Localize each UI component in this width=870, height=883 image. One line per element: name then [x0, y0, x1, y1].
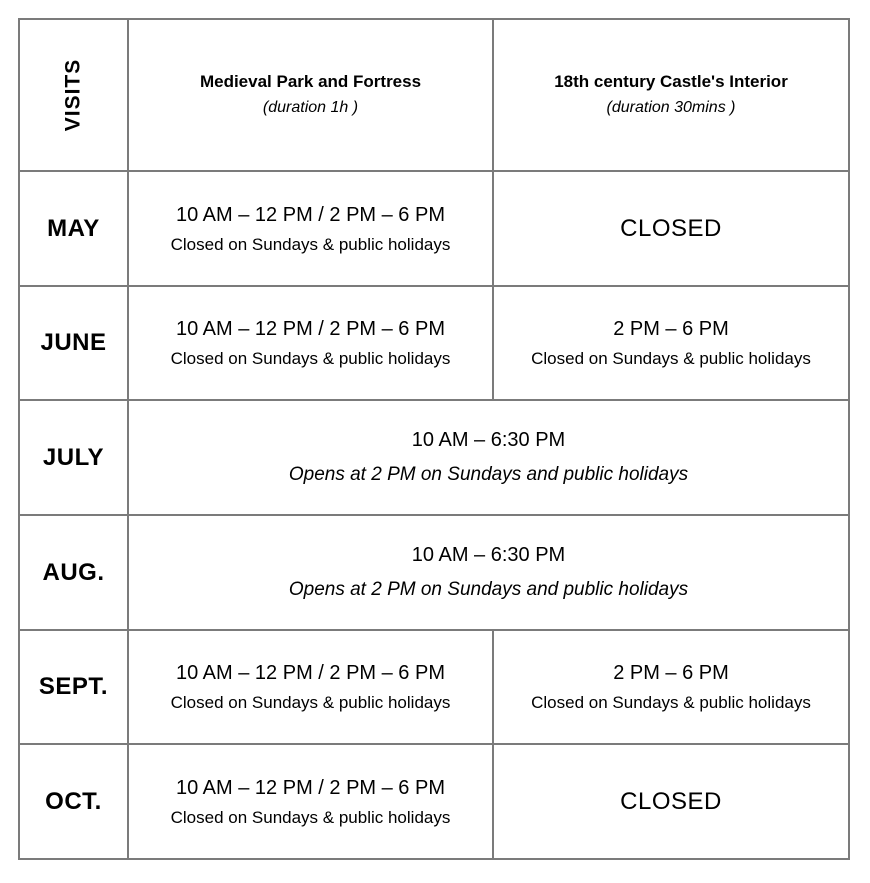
- hours-text: 10 AM – 12 PM / 2 PM – 6 PM: [175, 776, 445, 799]
- visits-corner-cell: [19, 19, 128, 171]
- month-row-oct: [19, 744, 849, 859]
- schedule-cell: [128, 744, 493, 859]
- schedule-cell-merged: [128, 400, 849, 515]
- closed-note: Closed on Sundays & public holidays: [170, 807, 451, 827]
- fortress-title: Medieval Park and Fortress: [199, 72, 422, 92]
- schedule-cell: [128, 171, 493, 286]
- opens-note: Opens at 2 PM on Sundays and public holidays: [288, 579, 689, 601]
- month-row-sept: [19, 630, 849, 744]
- closed-note: Closed on Sundays & public holidays: [531, 693, 811, 713]
- closed-note: Closed on Sundays & public holidays: [170, 349, 451, 369]
- schedule-cell: [128, 286, 493, 400]
- month-cell: OCT.: [19, 744, 128, 859]
- schedule-cell: [493, 630, 849, 744]
- visiting-hours-table: [18, 18, 850, 860]
- opens-note: Opens at 2 PM on Sundays and public holidays: [288, 464, 689, 486]
- schedule-cell: [493, 744, 849, 859]
- closed-note: Closed on Sundays & public holidays: [170, 234, 451, 254]
- month-cell: AUG.: [19, 515, 128, 630]
- schedule-cell: [128, 630, 493, 744]
- month-cell: JUNE: [19, 286, 128, 400]
- header-row: [19, 19, 849, 171]
- hours-text: 10 AM – 6:30 PM: [411, 429, 566, 452]
- closed-text: CLOSED: [620, 214, 722, 242]
- visits-label: VISITS: [61, 58, 85, 132]
- month-row-june: [19, 286, 849, 400]
- column-header-fortress: [128, 19, 493, 171]
- schedule-cell: [493, 171, 849, 286]
- hours-text: 10 AM – 12 PM / 2 PM – 6 PM: [175, 662, 445, 685]
- schedule-cell: [493, 286, 849, 400]
- month-cell: SEPT.: [19, 630, 128, 744]
- hours-text: 2 PM – 6 PM: [613, 318, 729, 341]
- fortress-duration: (duration 1h ): [262, 98, 359, 116]
- month-row-may: [19, 171, 849, 286]
- hours-text: 10 AM – 12 PM / 2 PM – 6 PM: [175, 318, 445, 341]
- interior-duration: (duration 30mins ): [606, 98, 736, 116]
- closed-note: Closed on Sundays & public holidays: [531, 349, 811, 369]
- month-cell: MAY: [19, 171, 128, 286]
- hours-text: 10 AM – 12 PM / 2 PM – 6 PM: [175, 203, 445, 226]
- month-row-july: [19, 400, 849, 515]
- column-header-interior: [493, 19, 849, 171]
- month-cell: JULY: [19, 400, 128, 515]
- interior-title: 18th century Castle's Interior: [554, 72, 788, 92]
- hours-text: 2 PM – 6 PM: [613, 662, 729, 685]
- month-row-aug: [19, 515, 849, 630]
- schedule-cell-merged: [128, 515, 849, 630]
- hours-text: 10 AM – 6:30 PM: [411, 544, 566, 567]
- closed-note: Closed on Sundays & public holidays: [170, 693, 451, 713]
- closed-text: CLOSED: [620, 787, 722, 815]
